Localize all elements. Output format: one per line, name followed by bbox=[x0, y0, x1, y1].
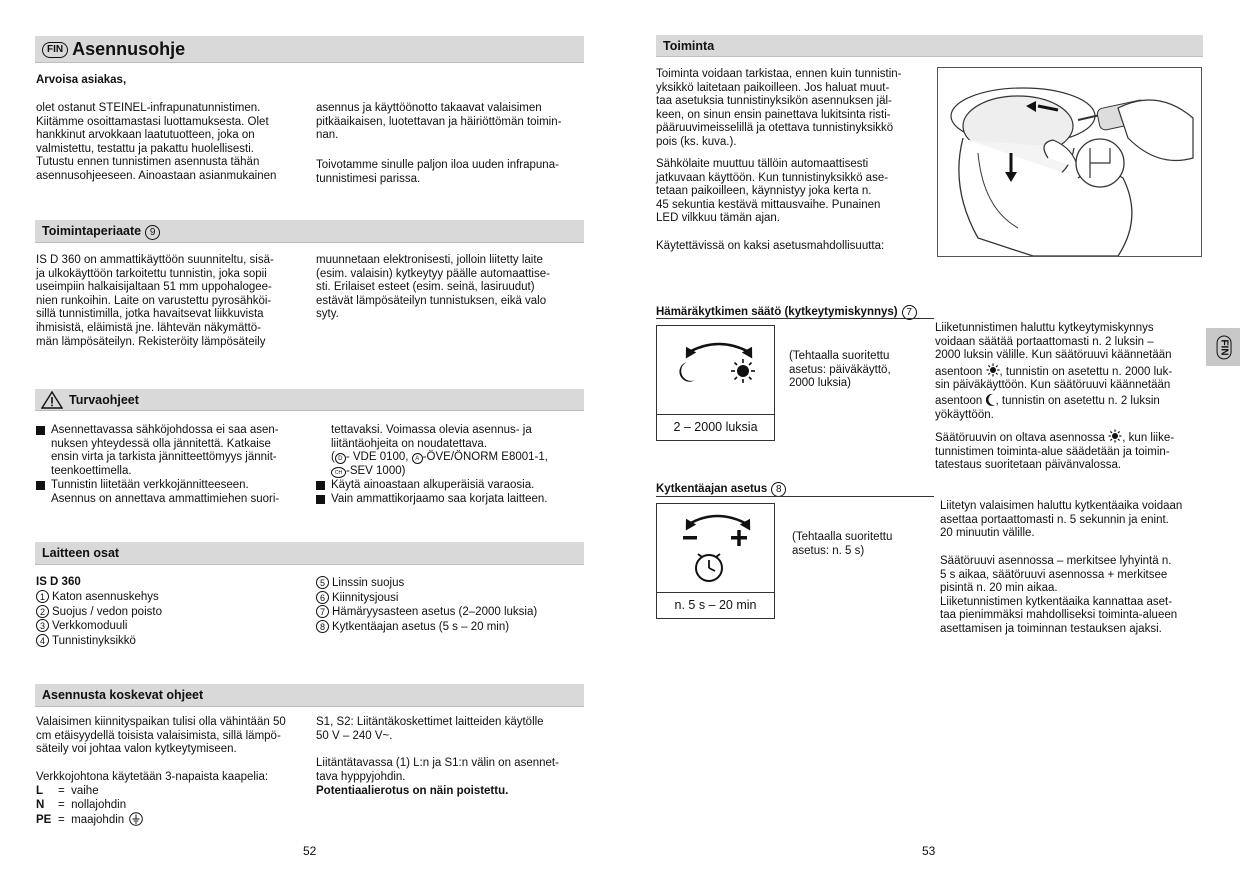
function-p1: Toiminta voidaan tarkistaa, ennen kuin tunnistin- yksikkö laitetaan paikoilleen. Jos haluat muut- taa asetuksia tunnistinyksikön asennuksen jäl- keen, on sinun ensin painettava lukitsinta risti- pääruuvimeisselillä ja otettava tunnistinyksikkö pois (ks. kuva.). bbox=[656, 68, 902, 148]
section-safety-title: Turvaohjeet bbox=[69, 393, 139, 407]
sensor-removal-illustration bbox=[937, 67, 1202, 257]
twilight-dial bbox=[656, 325, 775, 441]
parts-list-item: 1 Katon asennuskehys bbox=[36, 590, 162, 605]
function-p3: Käytettävissä on kaksi asetusmahdollisuutta: bbox=[656, 240, 885, 252]
section-function-title: Toiminta bbox=[663, 39, 715, 53]
install-col2c: Potentiaalierotus on näin poistettu. bbox=[316, 785, 509, 797]
wire-item: N = nollajohdin bbox=[36, 798, 127, 811]
intro-col1: olet ostanut STEINEL-infrapunatunnistimen. Kiitämme osoittamastasi luottamuksesta. Olet hankkinut arvokkaan laatutuotteen, joka on valmistettu, testattu ja pakattu huolellisesti. Tutustu ennen tunnistimen asennusta tähän asennusohjeeseen. Ainoastaan asianmukainen bbox=[36, 102, 277, 182]
clock-icon bbox=[696, 554, 722, 581]
install-col1b: Verkkojohtona käytetään 3-napaista kaapelia: bbox=[36, 771, 269, 783]
principle-col1: IS D 360 on ammattikäyttöön suunniteltu, sisä- ja ulkokäyttöön tarkoitettu tunnistin, joka sopii useimpiin halkaisijaltaan 51 mm uppohalogee- nien runkoihin. Laite on varustettu pyrosähköi- sillä tunnistimilla, jotka havaitsevat liikkuvista ihmisistä, eläimistä jne. lähtevän näkymättö- män lämpösäteilyn. Rekisteröity lämpösäteily bbox=[36, 254, 274, 348]
safety-bullet-1: Asennettavassa sähköjohdossa ei saa asen- nuksen yhteydessä olla jännitettä. Katkaise ensin virta ja tarkista jännitteettömyys jännit- teenkoettimella. bbox=[36, 424, 321, 478]
parts-list-item: 7 Hämäryysasteen asetus (2–2000 luksia) bbox=[316, 605, 537, 620]
bullet-square-icon bbox=[316, 481, 325, 490]
timer-desc2: Säätöruuvi asennossa – merkitsee lyhyintä n. 5 s aikaa, säätöruuvi asennossa + merkitsee pisintä n. 20 min aikaa. Liiketunnistimen kytkentäaika kannattaa aset- taa pienimmäksi mahdolliseksi toiminta-alueen asettamisen ja toiminnan testauksen ajaksi. bbox=[940, 555, 1178, 635]
language-side-tab: FIN bbox=[1206, 328, 1240, 366]
section-parts-title: Laitteen osat bbox=[42, 546, 120, 560]
safety-col2-text: tettavaksi. Voimassa olevia asennus- ja liitäntäohjeita on noudatettava. bbox=[331, 424, 532, 450]
warning-triangle-icon bbox=[41, 391, 63, 409]
ground-symbol-icon bbox=[129, 812, 143, 826]
twilight-daylight-note: Säätöruuvin on oltava asennossa , kun liike- tunnistimen toiminta-alue säädetään ja toimin- tatestaus suoritetaan päivänvalossa. bbox=[935, 429, 1205, 473]
parts-list-item: 3 Verkkomoduuli bbox=[36, 619, 162, 634]
safety-bullet-4: Vain ammattikorjaamo saa korjata laitteen. bbox=[316, 493, 547, 507]
sun-icon bbox=[986, 363, 1000, 377]
section-function bbox=[656, 35, 1203, 57]
section-parts bbox=[35, 542, 584, 565]
safety-standards-line2: CH -SEV 1000) bbox=[331, 465, 405, 479]
sun-icon bbox=[731, 359, 755, 383]
intro-col2a: asennus ja käyttöönotto takaavat valaisimen pitkäaikaisen, luotettavan ja häiriöttömän toimin- nan. bbox=[316, 102, 562, 142]
section-safety bbox=[35, 389, 584, 411]
timer-title-underline bbox=[656, 496, 934, 497]
timer-title: Kytkentäajan asetus bbox=[656, 483, 768, 495]
parts-list-item: 6 Kiinnitysjousi bbox=[316, 591, 537, 606]
timer-dial-graphic bbox=[667, 510, 767, 588]
ref-circle: 7 bbox=[902, 305, 917, 320]
minus-icon bbox=[683, 536, 697, 540]
twilight-title-underline bbox=[656, 318, 934, 319]
install-col2b: Liitäntätavassa (1) L:n ja S1:n välin on asennet- tava hyppyjohdin. bbox=[316, 757, 559, 783]
twilight-dial-label: 2 – 2000 luksia bbox=[657, 414, 774, 440]
ch-mark-icon: CH bbox=[331, 467, 346, 478]
timer-dial-label: n. 5 s – 20 min bbox=[657, 592, 774, 618]
parts-list-col2 bbox=[316, 576, 537, 634]
parts-list-item: 8 Kytkentäajan asetus (5 s – 20 min) bbox=[316, 620, 537, 635]
wire-item: PE = maajohdin bbox=[36, 812, 143, 828]
install-col2a: S1, S2: Liitäntäkoskettimet laitteiden käytölle 50 V – 240 V~. bbox=[316, 716, 544, 742]
wire-item: L = vaihe bbox=[36, 785, 99, 797]
ove-mark-icon: A bbox=[412, 453, 423, 464]
moon-icon bbox=[679, 362, 695, 382]
section-principle bbox=[35, 220, 584, 243]
install-col1a: Valaisimen kiinnityspaikan tulisi olla vähintään 50 cm etäisyydellä toisista valaisimista, sillä lämpö- säteily voi johtaa valon kytkeytymiseen. bbox=[36, 716, 286, 756]
sun-icon bbox=[1108, 429, 1122, 443]
timer-desc1: Liitetyn valaisimen haluttu kytkentäaika voidaan asettaa portaattomasti n. 5 sekunnin ja enint. 20 minuutin välille. bbox=[940, 500, 1183, 540]
principle-col2: muunnetaan elektronisesti, jolloin liitetty laite (esim. valaisin) kytkeytyy päälle automaattise- sti. Erilaiset esteet (esim. seinä, lasiruudut) estävät lämpösäteilyn tunnistuksen, eikä valo syty. bbox=[316, 254, 550, 321]
parts-list-item: 4 Tunnistinyksikkö bbox=[36, 634, 162, 649]
plus-icon bbox=[731, 530, 747, 546]
bullet-square-icon bbox=[316, 495, 325, 504]
wire-list bbox=[36, 785, 143, 828]
parts-list-item: 2 Suojus / vedon poisto bbox=[36, 605, 162, 620]
parts-list-col1 bbox=[36, 590, 162, 648]
ref-circle: 9 bbox=[145, 225, 160, 240]
safety-standards-line1: ( D - VDE 0100, A -ÖVE/ÖNORM E8001-1, bbox=[331, 451, 548, 463]
bullet-square-icon bbox=[36, 426, 45, 435]
timer-dial bbox=[656, 503, 775, 619]
parts-list-item: 5 Linssin suojus bbox=[316, 576, 537, 591]
page-number-left: 52 bbox=[303, 844, 317, 858]
page-number-right: 53 bbox=[922, 844, 936, 858]
section-principle-title: Toimintaperiaate bbox=[42, 224, 142, 238]
twilight-dial-graphic bbox=[667, 334, 767, 389]
page-title: Asennusohje bbox=[72, 39, 186, 59]
hand-screwdriver-illustration bbox=[938, 68, 1202, 257]
safety-bullet-2: Tunnistin liitetään verkkojännitteeseen. Asennus on annettava ammattimiehen suori- bbox=[36, 479, 321, 506]
section-install-title: Asennusta koskevat ohjeet bbox=[42, 688, 204, 702]
safety-bullet-3: Käytä ainoastaan alkuperäisiä varaosia. bbox=[316, 479, 534, 493]
greeting: Arvoisa asiakas, bbox=[36, 74, 127, 86]
twilight-description: Liiketunnistimen haluttu kytkeytymiskynnys voidaan säätää portaattomasti n. 2 luksin – 2000 luksin välille. Kun säätöruuvi käännetään asentoon , tunnistin on asetettu n. 2000 luk- sin päiväkäyttöön. Kun säätöruuvi käännetään asentoon , tunnistin on asetettu n. 2 luksin yökäyttöön. bbox=[935, 322, 1173, 421]
section-install bbox=[35, 684, 584, 707]
function-p2: Sähkölaite muuttuu tällöin automaattisesti jatkuvaan käyttöön. Kun tunnistinyksikkö ase- tetaan paikoilleen, käynnistyy joka kerta n. 45 sekuntia kestävä mittausvaihe. Punainen LED vilkkuu tämän ajan. bbox=[656, 158, 889, 225]
twilight-title: Hämäräkytkimen säätö (kytkeytymiskynnys) bbox=[656, 306, 898, 318]
bullet-square-icon bbox=[36, 481, 45, 490]
ref-circle: 8 bbox=[771, 482, 786, 497]
parts-model: IS D 360 bbox=[36, 576, 81, 588]
moon-icon bbox=[986, 393, 996, 406]
twilight-factory-setting: (Tehtaalla suoritettu asetus: päiväkäyttö, 2000 luksia) bbox=[789, 350, 891, 390]
timer-title-row bbox=[656, 482, 789, 497]
timer-factory-setting: (Tehtaalla suoritettu asetus: n. 5 s) bbox=[792, 531, 893, 557]
title-bar bbox=[35, 36, 584, 63]
vde-mark-icon: D bbox=[335, 453, 346, 464]
language-badge: FIN bbox=[42, 42, 68, 58]
intro-col2b: Toivotamme sinulle paljon iloa uuden infrapuna- tunnistimesi parissa. bbox=[316, 159, 559, 185]
